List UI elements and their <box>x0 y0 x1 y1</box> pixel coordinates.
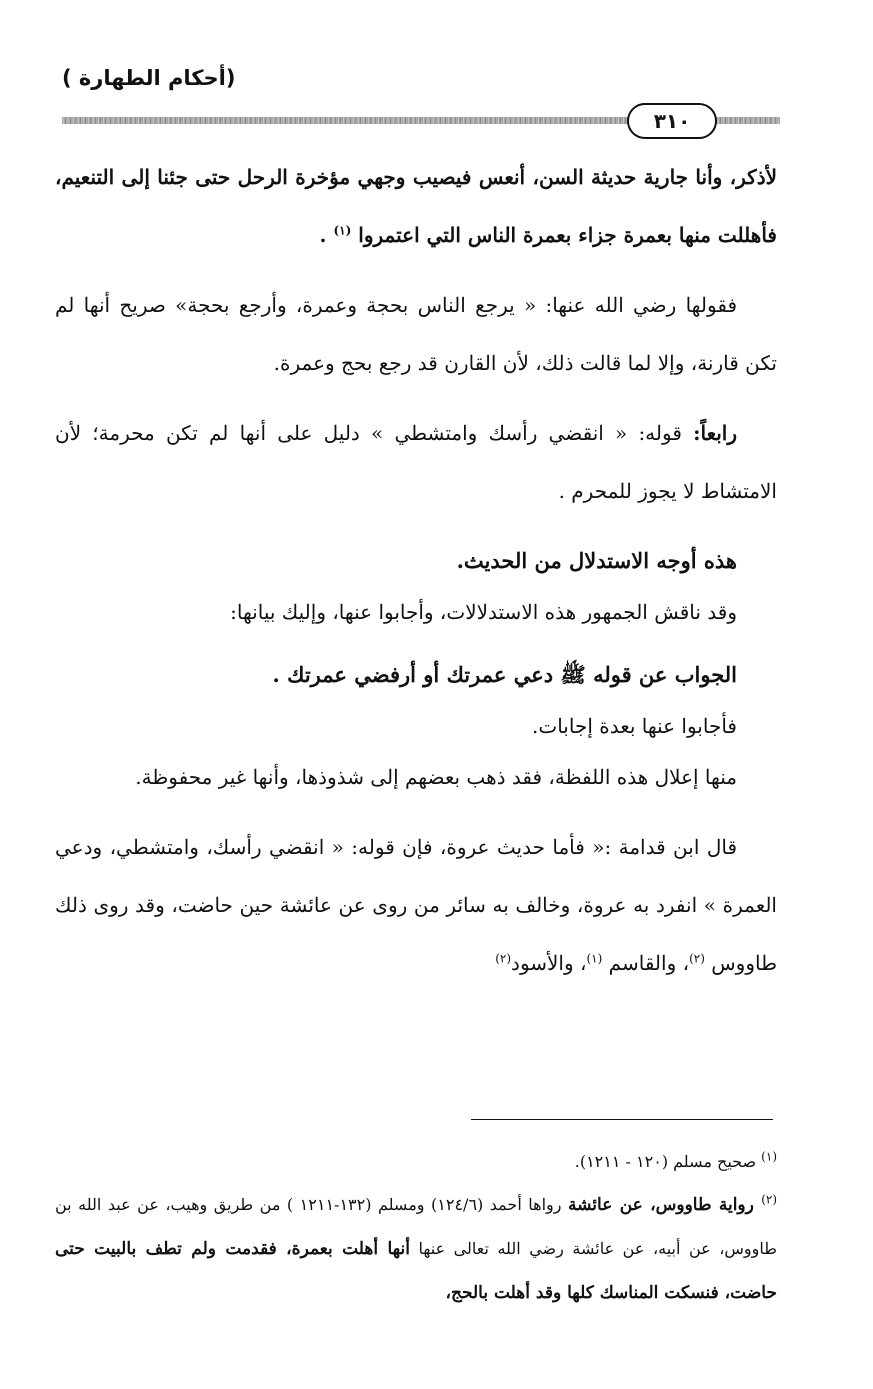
main-text <box>55 148 777 992</box>
paragraph-3-text: قوله: « انقضي رأسك وامتشطي » دليل على أنها لم تكن محرمة؛ لأن الامتشاط لا يجوز للمحرم . <box>55 421 777 503</box>
footnote-1-number: (١) <box>761 1149 777 1164</box>
running-title: (أحكام الطهارة ) <box>62 66 236 90</box>
footnote-2-bold: رواية طاووس، عن عائشة <box>568 1195 762 1215</box>
paragraph-7-text-2: ، والقاسم <box>608 951 690 975</box>
paragraph-2: فقولها رضي الله عنها: « يرجع الناس بحجة وعمرة، وأرجع بحجة» صريح أنها لم تكن قارنة، وإلا لما قالت ذلك، لأن القارن قد رجع بحج وعمرة. <box>55 293 777 375</box>
footnote-2-number: (٢) <box>761 1192 778 1207</box>
footnote-2-bold-2: أنها أهلت بعمرة، فقدمت ولم تطف بالبيت حتى حاضت، فنسكت المناسك كلها وقد أهلت بالحج، <box>55 1239 777 1303</box>
paragraph-5: فأجابوا عنها بعدة إجابات. <box>532 714 737 738</box>
paragraph-7 <box>55 818 777 992</box>
footnote-marker: (٢) <box>689 951 705 966</box>
paragraph-7-text-3: ، والأسود <box>511 951 587 975</box>
footnote-1-text: صحيح مسلم (١٢٠ - ١٢١١). <box>574 1152 762 1171</box>
footnote-1 <box>55 1140 777 1183</box>
footnotes <box>55 1140 777 1315</box>
paragraph-3-lead: رابعاً: <box>693 421 737 445</box>
section-heading-2: الجواب عن قوله ﷺ دعي عمرتك أو أرفضي عمرتك . <box>272 662 737 687</box>
footnote-marker: (١) <box>586 951 603 966</box>
paragraph-7-text: قال ابن قدامة :« فأما حديث عروة، فإن قوله: « انقضي رأسك، وامتشطي، ودعي العمرة » انفرد به عروة، وخالف به سائر من روى عن عائشة حين حاضت، وقد روى ذلك طاووس <box>55 835 777 975</box>
paragraph-1-end: . <box>319 223 334 247</box>
paragraph-1-line-1: لأذكر، وأنا جارية حديثة السن، أنعس فيصيب وجهي مؤخرة الرحل حتى جئنا <box>157 165 778 189</box>
paragraph-4: وقد ناقش الجمهور هذه الاستدلالات، وأجابوا عنها، وإليك بيانها: <box>230 600 737 624</box>
footnote-marker: (١) <box>333 223 352 238</box>
footnote-separator <box>471 1119 773 1120</box>
footnote-marker: (٢) <box>495 951 512 966</box>
page-number: ٣١٠ <box>627 103 717 139</box>
paragraph-1 <box>55 148 777 264</box>
paragraph-3 <box>55 404 777 520</box>
section-heading-1: هذه أوجه الاستدلال من الحديث. <box>456 548 737 573</box>
paragraph-6: منها إعلال هذه اللفظة، فقد ذهب بعضهم إلى شذوذها، وأنها غير محفوظة. <box>135 765 737 789</box>
paragraph-1-line-2: إلى التنعيم، فأهللت منها بعمرة جزاء بعمرة الناس التي اعتمروا <box>55 165 777 247</box>
footnote-2-text: رواها أحمد (١٢٤/٦) ومسلم (١٣٢-١٢١١ ) من طريق وهيب، عن عبد الله بن طاووس، عن أبيه، عن عائشة رضي الله تعالى عنها <box>55 1195 777 1258</box>
footnote-2 <box>55 1183 777 1315</box>
